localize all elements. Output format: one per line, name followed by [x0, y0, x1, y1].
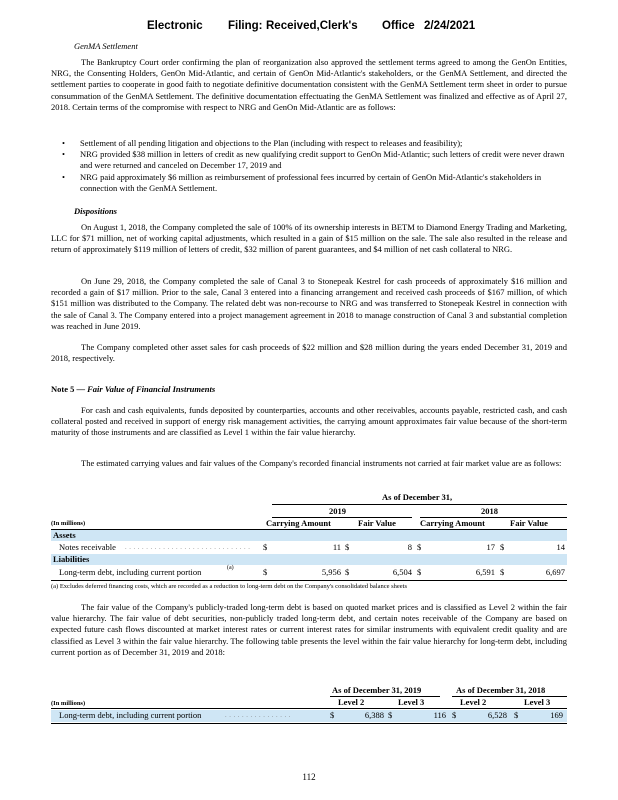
ltd-fair-2018: 6,697	[545, 567, 565, 577]
table1-footnote: (a) Excludes deferred financing costs, which are recorded as a reduction to long-term debt on the Company's consolidated balance sheets	[51, 583, 408, 590]
table2-level3-2019: Level 3	[398, 697, 425, 707]
table2-units: (In millions)	[51, 700, 86, 707]
table-row	[51, 530, 567, 541]
dispositions-title: Dispositions	[74, 206, 117, 216]
table2-level3-2018: Level 3	[524, 697, 551, 707]
table2-level2-2018: Level 2	[460, 697, 487, 707]
note5-title-italic: Fair Value of Financial Instruments	[87, 384, 216, 394]
ltd-level3-2019: 116	[433, 710, 446, 720]
header-received: Received,Clerk's	[266, 20, 358, 32]
currency-sign: $	[417, 542, 422, 552]
table2-as-of-2019: As of December 31, 2019	[332, 685, 422, 695]
table-row	[51, 554, 567, 565]
table2-level2-2019: Level 2	[338, 697, 365, 707]
table1-as-of: As of December 31,	[382, 492, 453, 502]
notes-receivable-label: Notes receivable	[59, 542, 116, 552]
header-electronic: Electronic	[147, 20, 203, 32]
dispositions-p1: On August 1, 2018, the Company completed the sale of 100% of its ownership interests in BETM to Diamond Energy Trading and Marketing, LLC for $71 million, net of working capital adjustments, which resulted in a gain of $15 million on the sale. The sale also resulted in the release and return of approximately $119 million of letters of credit, $32 million of parent guarantees, and $4 million of net cash collateral to NRG.	[51, 222, 567, 255]
table1-header-rule	[272, 504, 567, 505]
page-number: 112	[302, 772, 316, 782]
table-row	[51, 542, 567, 553]
note5-p1: For cash and cash equivalents, funds deposited by counterparties, accounts and other receivables, accounts payable, restricted cash, and cash collateral posted and received in support of energy risk management activities, the carrying amount approximates fair value because of the short-term maturity of those instruments and are classified as Level 1 within the fair value hierarchy.	[51, 405, 567, 438]
currency-sign: $	[500, 542, 505, 552]
table1-units: (In millions)	[51, 520, 86, 527]
table-row	[51, 710, 567, 722]
currency-sign: $	[263, 542, 268, 552]
table1-col-carrying-2018: Carrying Amount	[420, 518, 485, 528]
list-item: • NRG paid approximately $6 million as reimbursement of professional fees incurred by certain of GenOn Mid-Atlantic's stakeholders in connection with the GenMA Settlement.	[60, 172, 568, 194]
list-item: • Settlement of all pending litigation and objections to the Plan (including with respect to releases and feasibility);	[60, 138, 568, 149]
table2-ltd-label: Long-term debt, including current portion	[59, 710, 202, 720]
ltd-fair-2019: 6,504	[392, 567, 412, 577]
table1-col-fair-2018: Fair Value	[510, 518, 548, 528]
currency-sign: $	[452, 710, 457, 720]
dot-leader: . . . . . . . . . . . . . . . .	[225, 712, 291, 719]
ltd-label: Long-term debt, including current portion	[59, 567, 202, 577]
table1-col-fair-2019: Fair Value	[358, 518, 396, 528]
dot-leader: . . . . . . . . . . . . . . . . . . . . . . . . . . . . . .	[125, 544, 251, 551]
list-item: • NRG provided $38 million in letters of credit as new qualifying credit support to GenOn Mid-Atlantic; such letters of credit were never drawn and were returned and canceled on December 17, 2019 and	[60, 149, 568, 171]
notes-carrying-2018: 17	[486, 542, 495, 552]
currency-sign: $	[388, 710, 393, 720]
table2-col-rule	[51, 708, 567, 709]
table1-bottom-rule	[51, 580, 567, 581]
table1-col-carrying-2019: Carrying Amount	[266, 518, 331, 528]
note5-title	[51, 384, 215, 394]
dispositions-p3: The Company completed other asset sales for cash proceeds of $22 million and $28 million during the years ended December 31, 2019 and 2018, respectively.	[51, 342, 567, 364]
currency-sign: $	[345, 542, 350, 552]
assets-label: Assets	[53, 530, 76, 540]
genma-terms-list	[60, 138, 568, 194]
note5-title-prefix: Note 5 —	[51, 384, 88, 394]
currency-sign: $	[417, 567, 422, 577]
ltd-level2-2018: 6,528	[487, 710, 507, 720]
dispositions-p2: On June 29, 2018, the Company completed the sale of Canal 3 to Stonepeak Kestrel for cash proceeds of approximately $16 million and recorded a gain of $17 million. Prior to the sale, Canal 3 entered into a financing arrangement and received cash proceeds of $167 million, of which $151 million was distributed to the Company. The related debt was non-recourse to NRG and was transferred to Stonepeak Kestrel in connection with the sale of Canal 3. The Company entered into a project management agreement in 2018 to manage construction of Canal 3 and substantial completion was reached in June 2019.	[51, 276, 567, 331]
liabilities-label: Liabilities	[53, 554, 90, 564]
filing-header	[0, 20, 618, 34]
ltd-footnote-mark: (a)	[227, 565, 234, 571]
notes-fair-2018: 14	[556, 542, 565, 552]
table-row	[51, 567, 567, 578]
table1-year-2018: 2018	[481, 506, 498, 516]
note5-p2: The estimated carrying values and fair values of the Company's recorded financial instruments not carried at fair market value are as follows:	[81, 458, 562, 468]
ltd-carrying-2019: 5,956	[321, 567, 341, 577]
note5-p3: The fair value of the Company's publicly-traded long-term debt is based on quoted market prices and is classified as Level 2 within the fair value hierarchy. The fair value of debt securities, non-publicly traded long-term debt, and certain notes receivable of the Company are based on expected future cash flows discounted at market interest rates or current interest rates for similar instruments with equivalent credit quality and are classified as Level 3 within the fair value hierarchy. The following table presents the level within the fair value hierarchy for long-term debt, including current portion as of December 31, 2019 and 2018:	[51, 602, 567, 657]
genma-subtitle: GenMA Settlement	[74, 41, 138, 51]
ltd-carrying-2018: 6,591	[475, 567, 495, 577]
currency-sign: $	[345, 567, 350, 577]
currency-sign: $	[500, 567, 505, 577]
currency-sign: $	[330, 710, 335, 720]
genma-paragraph: The Bankruptcy Court order confirming the plan of reorganization also approved the settlement terms agreed to among the GenOn Entities, NRG, the Consenting Holders, GenOn Mid-Atlantic, and certain of GenOn Mid-Atlantic's stakeholders, or the GenMA Settlement, and directed the settlement parties to cooperate in good faith to negotiate definitive documentation consistent with the GenMA Settlement term sheet in order to pursue consummation of the GenMA Settlement. The definitive documentation effectuating the GenMA Settlement was finalized and effective as of April 27, 2018. Certain terms of the compromise with respect to NRG and GenOn Mid-Atlantic are as follows:	[51, 57, 567, 112]
ltd-level3-2018: 169	[550, 710, 563, 720]
notes-fair-2019: 8	[407, 542, 412, 552]
currency-sign: $	[263, 567, 268, 577]
table2-bottom-rule	[51, 723, 567, 724]
notes-carrying-2019: 11	[332, 542, 341, 552]
header-office: Office	[382, 20, 415, 32]
table2-as-of-2018: As of December 31, 2018	[456, 685, 546, 695]
header-date: 2/24/2021	[424, 20, 476, 32]
header-filing: Filing:	[228, 20, 263, 32]
currency-sign: $	[514, 710, 519, 720]
ltd-level2-2019: 6,388	[364, 710, 384, 720]
table1-year-2019: 2019	[329, 506, 346, 516]
